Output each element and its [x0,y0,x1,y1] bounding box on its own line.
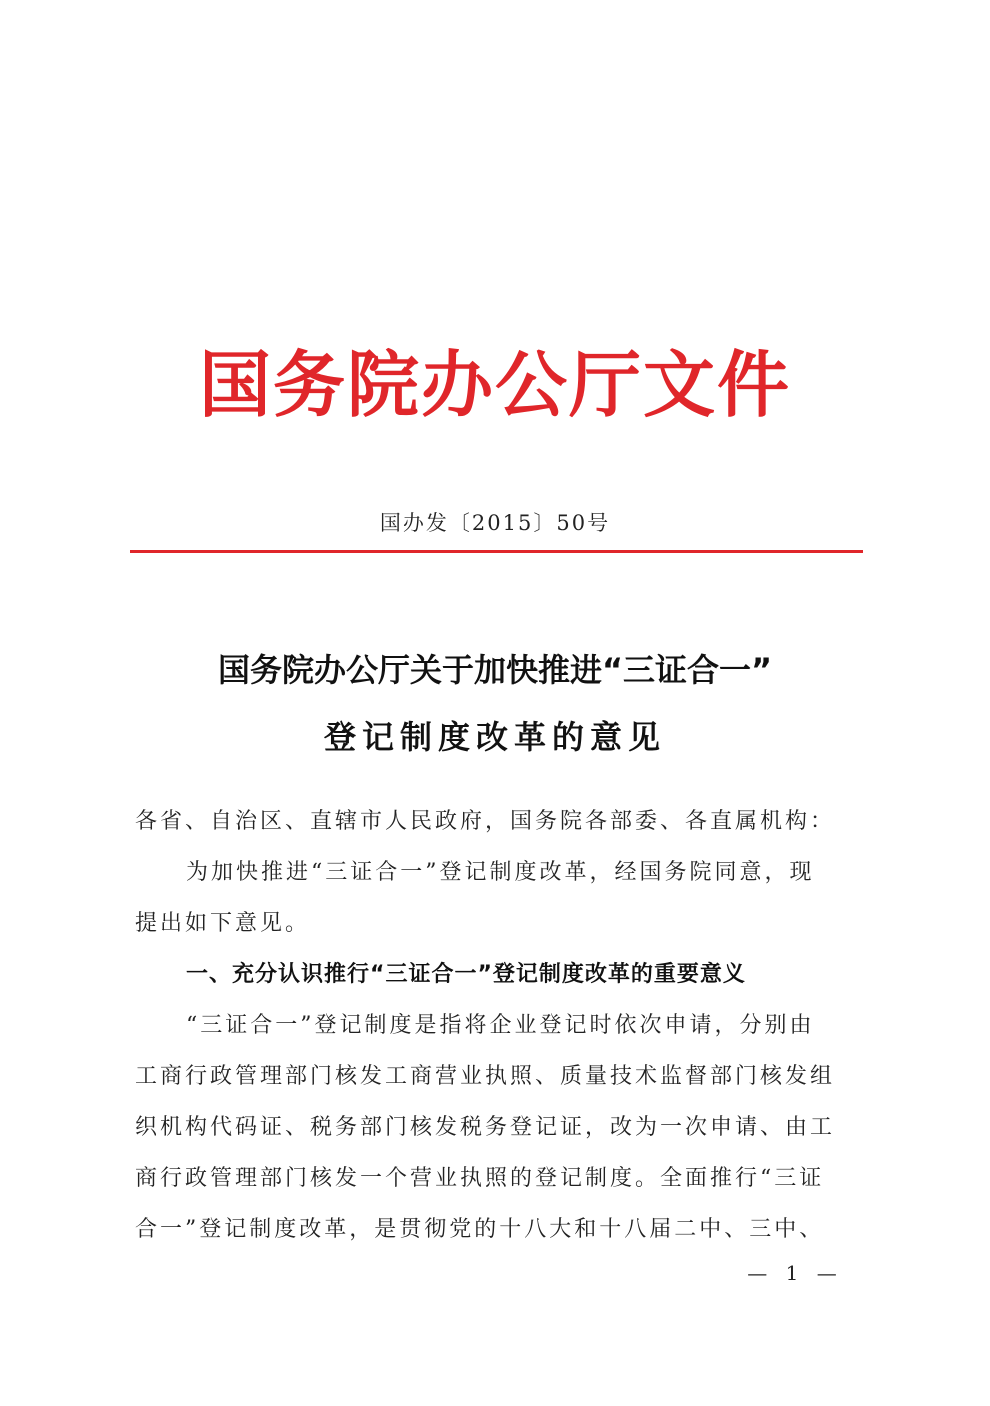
intro-line-1: 为加快推进“三证合一”登记制度改革，经国务院同意，现 [186,860,815,885]
intro-line-2: 提出如下意见。 [135,911,311,936]
document-title-line-1: 国务院办公厅关于加快推进“三证合一” [217,651,773,689]
paragraph-line: 工商行政管理部门核发工商营业执照、质量技术监督部门核发组 [135,1064,836,1089]
document-masthead: 国务院办公厅文件 [198,343,791,427]
paragraph-line: 商行政管理部门核发一个营业执照的登记制度。全面推行“三证 [135,1166,825,1191]
paragraph-line: “三证合一”登记制度是指将企业登记时依次申请，分别由 [186,1013,815,1038]
document-number: 国办发〔2015〕50号 [379,511,611,535]
red-separator-line [130,550,863,553]
page-number: — 1 — [747,1261,843,1285]
paragraph-line: 织机构代码证、税务部门核发税务登记证，改为一次申请、由工 [135,1115,836,1140]
section-heading: 一、充分认识推行“三证合一”登记制度改革的重要意义 [186,962,746,987]
document-title-line-2: 登记制度改革的意见 [323,718,666,756]
paragraph-line: 合一”登记制度改革，是贯彻党的十八大和十八届二中、三中、 [135,1217,825,1242]
salutation: 各省、自治区、直辖市人民政府，国务院各部委、各直属机构： [135,809,836,834]
